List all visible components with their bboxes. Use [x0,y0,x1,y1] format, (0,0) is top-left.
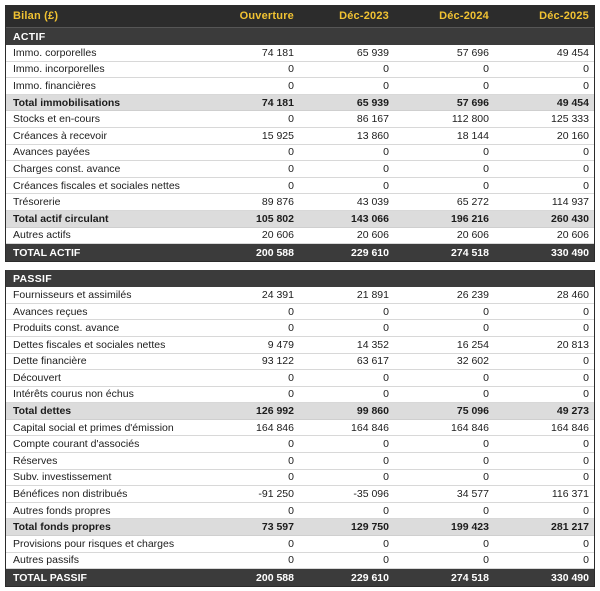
row-value: 0 [483,322,489,335]
row-value: 20 606 [456,229,489,242]
row-value: 0 [383,162,389,175]
row-value: 20 813 [556,338,589,351]
row-value: 0 [288,162,294,175]
row-value: 196 216 [451,212,489,225]
row-label: Intérêts courus non échus [13,388,134,401]
table-row [6,486,594,503]
table-row [6,453,594,470]
section-title: PASSIF [13,272,52,285]
row-value: 0 [288,504,294,517]
row-value: 0 [288,371,294,384]
row-value: 0 [583,438,589,451]
row-value: 260 430 [551,212,589,225]
table-row [6,403,594,420]
row-value: 0 [383,388,389,401]
table-row [6,111,594,128]
row-value: 164 846 [256,421,294,434]
row-label: Total dettes [13,405,72,418]
table-row [6,320,594,337]
row-value: -35 096 [353,488,389,501]
row-value: 28 460 [556,288,589,301]
row-value: 114 937 [551,196,589,209]
row-value: 0 [483,554,489,567]
table-row [6,287,594,304]
row-value: 200 588 [256,246,294,259]
table-row [6,62,594,79]
row-value: 49 454 [556,96,589,109]
row-value: 0 [483,454,489,467]
actif-block [5,5,595,262]
row-value: 18 144 [456,129,489,142]
table-row [6,161,594,178]
table-row [6,244,594,261]
row-value: 0 [288,146,294,159]
row-value: 0 [383,63,389,76]
row-value: 0 [383,554,389,567]
row-value: 26 239 [456,288,489,301]
row-value: 20 606 [261,229,294,242]
row-label: Dette financière [13,355,87,368]
row-value: 0 [483,537,489,550]
row-value: 0 [483,504,489,517]
row-value: 9 479 [267,338,294,351]
row-value: 0 [288,454,294,467]
table-header-row [6,5,594,28]
row-value: 200 588 [256,571,294,584]
row-value: 0 [483,371,489,384]
row-label: Autres passifs [13,554,79,567]
balance-sheet-table [5,5,595,587]
row-value: 143 066 [351,212,389,225]
row-value: 0 [483,438,489,451]
row-value: 0 [483,179,489,192]
row-label: Autres actifs [13,229,71,242]
row-label: Créances fiscales et sociales nettes [13,179,180,192]
table-row [6,145,594,162]
row-value: 0 [288,322,294,335]
row-value: 21 891 [356,288,389,301]
row-label: Produits const. avance [13,322,120,335]
row-value: 0 [583,454,589,467]
row-label: Stocks et en-cours [13,113,100,126]
row-value: 0 [583,79,589,92]
row-label: Provisions pour risques et charges [13,537,175,550]
row-value: 164 846 [451,421,489,434]
row-value: 13 860 [356,129,389,142]
row-value: 0 [383,79,389,92]
row-value: 0 [288,179,294,192]
row-value: 32 602 [456,355,489,368]
table-row [6,337,594,354]
row-value: 89 876 [261,196,294,209]
row-value: 0 [288,79,294,92]
row-value: 0 [583,388,589,401]
table-row [6,354,594,371]
row-value: 65 272 [456,196,489,209]
column-header: Déc-2025 [539,10,589,22]
section-title: ACTIF [13,30,46,43]
row-value: 330 490 [551,246,589,259]
row-label: Dettes fiscales et sociales nettes [13,338,166,351]
row-value: 93 122 [261,355,294,368]
row-label: Créances à recevoir [13,129,107,142]
row-value: 0 [383,179,389,192]
passif-section [6,270,594,586]
row-value: 0 [583,63,589,76]
row-value: 0 [383,504,389,517]
row-value: 164 846 [551,421,589,434]
row-value: 126 992 [256,405,294,418]
passif-block [5,270,595,587]
row-value: 20 606 [556,229,589,242]
row-value: 0 [583,371,589,384]
table-row [6,503,594,520]
row-value: 74 181 [261,96,294,109]
row-value: 112 800 [451,113,489,126]
table-row [6,436,594,453]
row-value: 0 [288,305,294,318]
row-label: TOTAL ACTIF [13,246,81,259]
table-row [6,569,594,586]
section-header-row [6,270,594,287]
row-value: 0 [288,471,294,484]
section-header-row [6,28,594,45]
row-value: 20 606 [356,229,389,242]
row-value: 65 939 [356,46,389,59]
row-label: Immo. financières [13,79,96,92]
table-row [6,128,594,145]
row-label: Total actif circulant [13,212,109,225]
table-row [6,420,594,437]
row-value: 0 [383,438,389,451]
row-label: Charges const. avance [13,162,121,175]
row-value: 330 490 [551,571,589,584]
row-value: 0 [583,146,589,159]
table-row [6,228,594,245]
row-label: Avances payées [13,146,90,159]
row-value: 49 454 [556,46,589,59]
row-value: 0 [383,537,389,550]
table-row [6,78,594,95]
row-value: 0 [583,162,589,175]
row-value: 0 [583,322,589,335]
table-row [6,194,594,211]
row-value: 65 939 [356,96,389,109]
row-value: 0 [483,305,489,318]
table-row [6,95,594,112]
row-label: Trésorerie [13,196,61,209]
row-value: -91 250 [258,488,294,501]
row-label: Avances reçues [13,305,88,318]
row-value: 0 [583,504,589,517]
table-title: Bilan (£) [13,10,59,22]
row-value: 57 696 [456,96,489,109]
table-row [6,519,594,536]
row-value: 274 518 [451,246,489,259]
row-value: 0 [383,146,389,159]
row-value: 105 802 [256,212,294,225]
row-value: 0 [483,388,489,401]
row-value: 0 [483,471,489,484]
table-row [6,470,594,487]
row-value: 0 [383,322,389,335]
column-header: Déc-2024 [439,10,489,22]
row-value: 49 273 [556,405,589,418]
table-row [6,211,594,228]
row-value: 0 [383,371,389,384]
row-value: 116 371 [551,488,589,501]
row-value: 99 860 [356,405,389,418]
row-value: 20 160 [556,129,589,142]
row-value: 0 [483,146,489,159]
row-label: Total fonds propres [13,521,111,534]
row-value: 34 577 [456,488,489,501]
row-value: 15 925 [261,129,294,142]
table-row [6,536,594,553]
table-row [6,387,594,404]
row-value: 73 597 [261,521,294,534]
row-label: Immo. corporelles [13,46,97,59]
row-label: Réserves [13,454,58,467]
row-value: 129 750 [351,521,389,534]
row-label: Bénéfices non distribués [13,488,128,501]
row-value: 229 610 [351,571,389,584]
row-value: 0 [583,471,589,484]
row-value: 57 696 [456,46,489,59]
row-label: Total immobilisations [13,96,121,109]
table-row [6,178,594,195]
row-value: 0 [483,162,489,175]
row-value: 43 039 [356,196,389,209]
row-value: 63 617 [356,355,389,368]
row-value: 0 [583,537,589,550]
row-value: 0 [583,554,589,567]
row-value: 0 [383,471,389,484]
row-label: TOTAL PASSIF [13,571,87,584]
table-row [6,304,594,321]
row-value: 0 [288,438,294,451]
row-value: 164 846 [351,421,389,434]
row-value: 74 181 [261,46,294,59]
row-value: 0 [288,554,294,567]
table-row [6,370,594,387]
row-value: 0 [483,79,489,92]
row-label: Autres fonds propres [13,504,111,517]
column-header: Déc-2023 [339,10,389,22]
row-value: 274 518 [451,571,489,584]
row-value: 0 [383,305,389,318]
row-label: Immo. incorporelles [13,63,105,76]
table-row [6,553,594,570]
actif-section [6,28,594,261]
row-value: 0 [383,454,389,467]
row-value: 125 333 [551,113,589,126]
section-divider [5,262,595,270]
row-label: Subv. investissement [13,471,112,484]
row-label: Compte courant d'associés [13,438,140,451]
row-value: 0 [583,179,589,192]
row-value: 0 [288,537,294,550]
row-label: Découvert [13,371,61,384]
row-value: 229 610 [351,246,389,259]
row-value: 0 [583,355,589,368]
column-header: Ouverture [239,10,294,22]
row-value: 0 [583,305,589,318]
table-row [6,45,594,62]
row-value: 16 254 [456,338,489,351]
row-value: 0 [288,63,294,76]
row-value: 0 [288,388,294,401]
row-value: 0 [288,113,294,126]
row-label: Fournisseurs et assimilés [13,288,132,301]
row-label: Capital social et primes d'émission [13,421,174,434]
row-value: 24 391 [261,288,294,301]
row-value: 75 096 [456,405,489,418]
row-value: 14 352 [356,338,389,351]
row-value: 281 217 [551,521,589,534]
row-value: 0 [483,63,489,76]
row-value: 86 167 [356,113,389,126]
row-value: 199 423 [451,521,489,534]
